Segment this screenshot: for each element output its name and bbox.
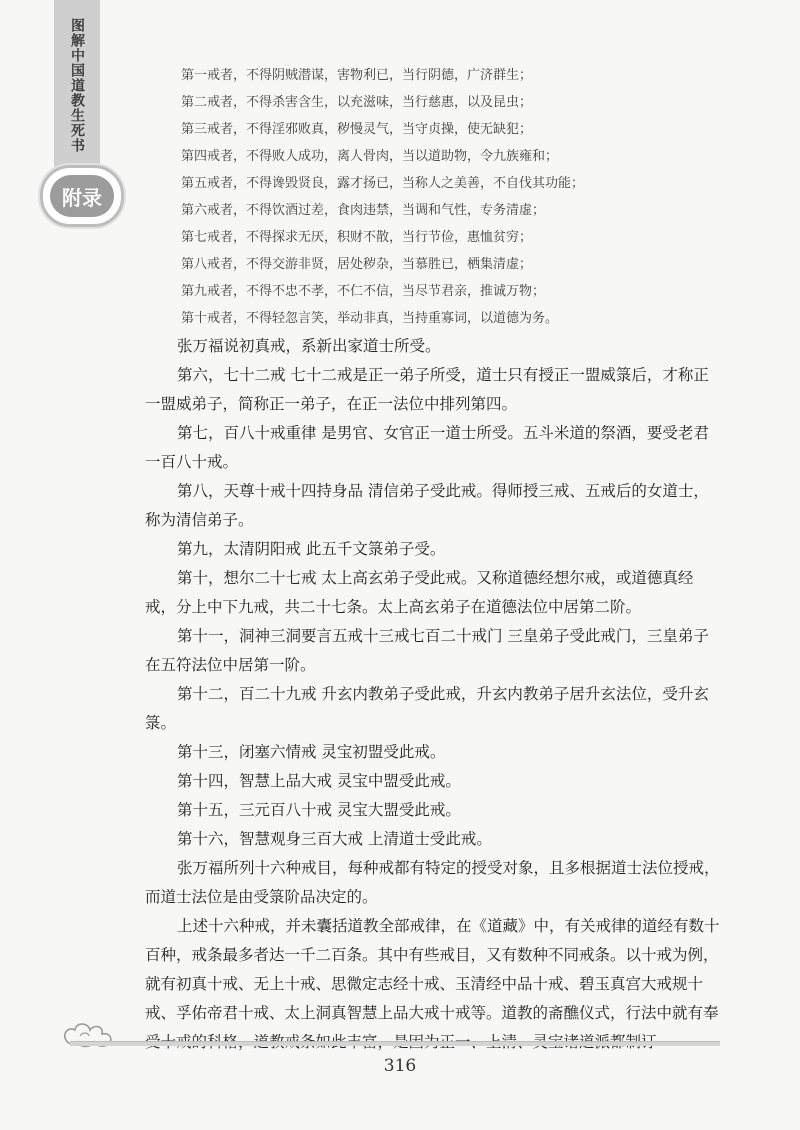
book-title: 图解中国道教生死书: [69, 18, 85, 153]
section-badge: [40, 165, 124, 227]
precept-item: 第二戒者，不得杀害含生，以充滋味，当行慈惠，以及昆虫；: [181, 95, 533, 110]
cloud-ornament-icon: [60, 1016, 120, 1052]
precept-item: 第十戒者，不得轻忽言笑，举动非真，当持重寡词，以道德为务。: [181, 311, 559, 326]
paragraph: 第十一，洞神三洞要言五戒十三戒七百二十戒门 三皇弟子受此戒门，三皇弟子在五符法位中居第一阶。: [145, 627, 709, 674]
precept-item: 第五戒者，不得谗毁贤良，露才扬已，当称人之美善，不自伐其功能；: [181, 176, 585, 191]
precept-item: 第一戒者，不得阴贼潜谋，害物利已，当行阴德，广济群生；: [181, 68, 533, 83]
paragraph: 第十，想尔二十七戒 太上高玄弟子受此戒。又称道德经想尔戒，或道德真经戒，分上中下九戒，共二十七条。太上高玄弟子在道德法位中居第二阶。: [145, 569, 694, 616]
sidebar-tab: [54, 0, 100, 170]
paragraph: 张万福所列十六种戒目，每种戒都有特定的授受对象，且多根据道士法位授戒，而道士法位是由受箓阶品决定的。: [145, 859, 720, 906]
paragraph: 上述十六种戒，并未囊括道教全部戒律，在《道藏》中，有关戒律的道经有数十百种，戒条最多者达一千二百条。其中有些戒目，又有数种不同戒条。以十戒为例，就有初真十戒、无上十戒、思微定志经十戒、玉清经中品十戒、碧玉真宫大戒规十戒、孚佑帝君十戒、太上洞真智慧上品大戒十戒等。道教的斋醮仪式，行法中就有奉: [145, 917, 720, 1022]
paragraph: 第十五，三元百八十戒 灵宝大盟受此戒。: [177, 801, 461, 819]
footer-divider: [70, 1041, 720, 1046]
paragraph: 第十三，闭塞六情戒 灵宝初盟受此戒。: [177, 743, 446, 761]
paragraph: 第六，七十二戒 七十二戒是正一弟子所受，道士只有授正一盟威箓后，才称正一盟威弟子，简称正一弟子，在正一法位中排列第四。: [145, 366, 709, 413]
paragraph: 第十六，智慧观身三百大戒 上清道士受此戒。: [177, 830, 492, 848]
precept-item: 第七戒者，不得探求无厌，积财不散，当行节俭，惠恤贫穷；: [181, 230, 533, 245]
precept-list: [145, 62, 720, 332]
precept-item: 第九戒者，不得不忠不孝，不仁不信，当尽节君亲，推诚万物；: [181, 284, 546, 299]
page-number: 316: [383, 1056, 417, 1076]
paragraph: 第七，百八十戒重律 是男官、女官正一道士所受。五斗米道的祭酒，要受老君一百八十戒。: [145, 424, 709, 471]
paragraph: 第十二，百二十九戒 升玄内教弟子受此戒，升玄内教弟子居升玄法位，受升玄箓。: [145, 685, 709, 732]
page-body: [145, 62, 720, 1057]
precept-item: 第八戒者，不得交游非贤，居处秽杂，当慕胜已，栖集清虚；: [181, 257, 533, 272]
paragraph: 第九，太清阴阳戒 此五千文箓弟子受。: [177, 540, 446, 558]
precept-item: 第三戒者，不得淫邪败真，秽慢灵气，当守贞操，使无缺犯；: [181, 122, 533, 137]
paragraph: 第八，天尊十戒十四持身品 清信弟子受此戒。得师授三戒、五戒后的女道士，称为清信弟子。: [145, 482, 709, 529]
paragraph: 第十四，智慧上品大戒 灵宝中盟受此戒。: [177, 772, 461, 790]
paragraph: 张万福说初真戒，系新出家道士所受。: [177, 337, 441, 355]
section-badge-label: 附录: [50, 175, 114, 217]
precept-item: 第六戒者，不得饮酒过差，食肉违禁，当调和气性，专务清虚；: [181, 203, 546, 218]
precept-item: 第四戒者，不得败人成功，离人骨肉，当以道助物，令九族雍和；: [181, 149, 559, 164]
